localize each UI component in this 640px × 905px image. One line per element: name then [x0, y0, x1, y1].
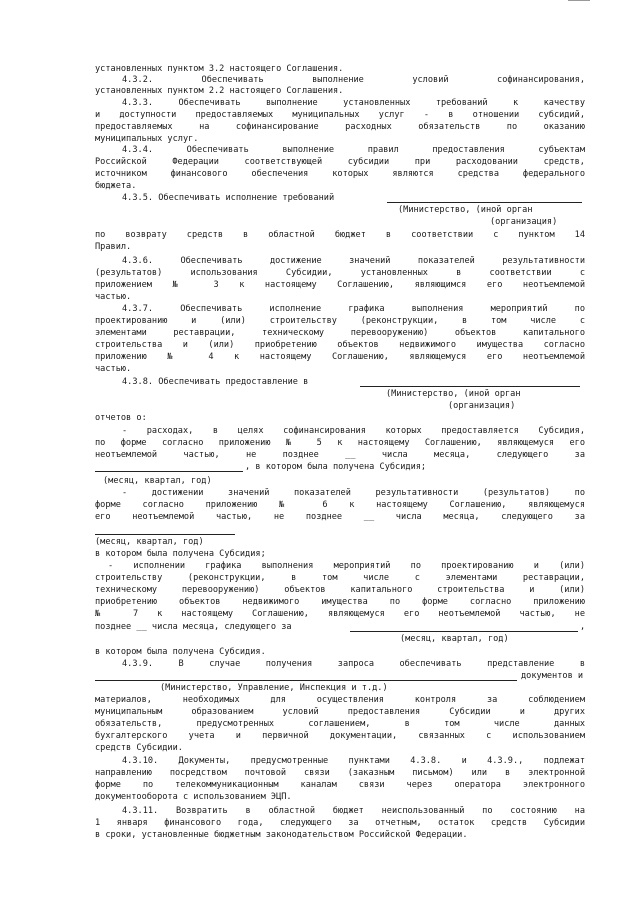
text-line: Российской Федерации соответствующей субсидии при расходовании средств,	[95, 157, 585, 167]
text-line: - расходах, в целях софинансирования которых предоставляется Субсидия,	[122, 426, 585, 436]
text-line: проектированию и (или) строительству (реконструкции, в том числе с	[95, 316, 585, 326]
text-line: неотъемлемой частью, не позднее __ числа месяца, следующего за	[95, 450, 585, 460]
caption-line: (Министерство, (иной орган	[398, 205, 533, 215]
text-line: документооборота с использованием ЭЦП.	[95, 792, 292, 802]
text-line: 4.3.10. Документы, предусмотренные пунктами 4.3.8. и 4.3.9., подлежат	[122, 756, 585, 766]
blank-line	[350, 622, 578, 632]
text-line: частью.	[95, 364, 132, 374]
text-line: муниципальных услуг.	[95, 134, 199, 144]
text-line: 4.3.7. Обеспечивать исполнение графика выполнения мероприятий по	[122, 304, 585, 314]
caption-line: (Министерство, Управление, Инспекция и т.д.)	[160, 683, 388, 693]
caption-line: (месяц, квартал, год)	[95, 537, 204, 547]
blank-line	[95, 462, 243, 472]
text-line: № 7 к настоящему Соглашению, являющемуся его неотъемлемой частью, не	[95, 609, 585, 619]
text-line: приобретению объектов недвижимого имущества по форме согласно приложению	[95, 597, 585, 607]
text-line: 4.3.2. Обеспечивать выполнение условий софинансирования,	[122, 75, 585, 85]
text-line: установленных пунктом 2.2 настоящего Соглашения.	[95, 86, 344, 96]
page-corner-mark	[568, 0, 590, 5]
text-line: ,	[580, 622, 586, 632]
text-line: 4.3.3. Обеспечивать выполнение установленных требований к качеству	[122, 98, 585, 108]
text-line: по форме согласно приложению № 5 к настоящему Соглашению, являющемуся его	[95, 438, 585, 448]
text-line: бюджета.	[95, 181, 137, 191]
blank-line	[95, 525, 235, 535]
text-line: источником финансового обеспечения которых являются средства федерального	[95, 169, 585, 179]
text-line: обязательств, предусмотренных соглашением, в том числе данных	[95, 719, 585, 729]
text-line: 4.3.11. Возвратить в областной бюджет неиспользованный по состоянию на	[122, 806, 585, 816]
text-line: предоставляемых на софинансирование расходных обязательств по оказанию	[95, 122, 585, 132]
text-line: - исполнении графика выполнения мероприятий по проектированию и (или)	[108, 561, 585, 571]
text-line: бухгалтерского учета и первичной документации, связанных с использованием	[95, 731, 585, 741]
text-line: и доступности предоставляемых муниципальных услуг - в отношении субсидий,	[95, 110, 585, 120]
text-line: 4.3.6. Обеспечивать достижение значений показателей результативности	[122, 256, 585, 266]
text-line: 1 января финансового года, следующего за отчетным, остаток средств Субсидии	[95, 818, 585, 828]
caption-line: (Министерство, (иной орган	[386, 389, 521, 399]
text-line: , в котором была получена Субсидия;	[245, 462, 427, 472]
text-line: документов и	[521, 671, 584, 681]
text-line: установленных пунктом 3.2 настоящего Соглашения.	[95, 64, 344, 74]
text-line: 4.3.4. Обеспечивать выполнение правил предоставления субъектам	[122, 145, 585, 155]
text-line: элементами реставрации, техническому перевооружению) объектов капитального	[95, 328, 585, 338]
text-line: частью.	[95, 292, 132, 302]
text-line: по возврату средств в областной бюджет в соответствии с пунктом 14	[95, 230, 585, 240]
text-line: в сроки, установленные бюджетным законодательством Российской Федерации.	[95, 830, 468, 840]
text-line: направлению посредством почтовой связи (заказным письмом) или в электронной	[95, 768, 585, 778]
text-line: Правил.	[95, 242, 132, 252]
text-line: в котором была получена Субсидия;	[95, 549, 266, 559]
text-line: (результатов) использования Субсидии, установленных в соответствии с	[95, 268, 585, 278]
text-line: форме по телекоммуникационным каналам связи через оператора электронного	[95, 780, 585, 790]
caption-line: (организация)	[448, 401, 516, 411]
text-line: его неотъемлемой частью, не позднее __ числа месяца, следующего за	[95, 512, 585, 522]
text-line: форме согласно приложению № 6 к настоящему Соглашению, являющемуся	[95, 500, 585, 510]
text-line: приложению № 4 к настоящему Соглашению, являющемуся его неотъемлемой	[95, 352, 585, 362]
caption-line: (месяц, квартал, год)	[103, 476, 212, 486]
text-line: 4.3.5. Обеспечивать исполнение требований	[122, 193, 335, 203]
caption-line: (организация)	[490, 217, 558, 227]
text-line: средств Субсидии.	[95, 743, 183, 753]
text-line: строительства и (или) приобретению объектов недвижимого имущества согласно	[95, 340, 585, 350]
blank-line	[387, 193, 582, 203]
text-line: отчетов о:	[95, 413, 147, 423]
text-line: муниципальным образованием условий предоставления Субсидии и других	[95, 707, 585, 717]
text-line: строительству (реконструкции, в том числе с элементами реставрации,	[95, 573, 585, 583]
text-line: техническому перевооружению) объектов капитального строительства и (или)	[95, 585, 585, 595]
text-line: - достижении значений показателей результативности (результатов) по	[122, 488, 585, 498]
blank-line	[360, 377, 580, 387]
text-line: приложением № 3 к настоящему Соглашению, являющимся его неотъемлемой	[95, 280, 585, 290]
text-line: позднее __ числа месяца, следующего за	[95, 622, 292, 632]
text-line: материалов, необходимых для осуществления контроля за соблюдением	[95, 695, 585, 705]
text-line: 4.3.9. В случае получения запроса обеспечивать представление в	[122, 659, 585, 669]
text-line: в котором была получена Субсидия.	[95, 647, 266, 657]
text-line: 4.3.8. Обеспечивать предоставление в	[122, 377, 309, 387]
blank-line	[95, 671, 517, 681]
caption-line: (месяц, квартал, год)	[400, 634, 509, 644]
